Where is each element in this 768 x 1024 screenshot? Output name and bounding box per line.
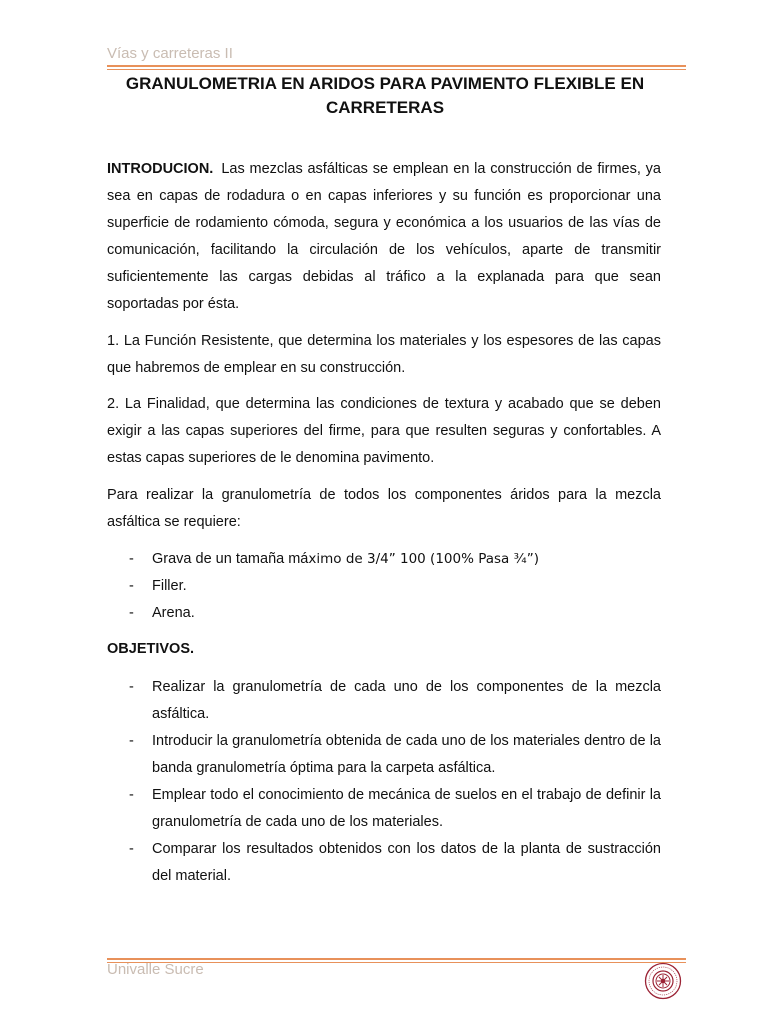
list-item xyxy=(107,546,661,573)
list-marker: - xyxy=(129,578,134,594)
list-marker: - xyxy=(129,605,134,621)
material-arena: Arena. xyxy=(152,605,195,621)
list-item xyxy=(107,674,661,728)
objective-text: Introducir la granulometría obtenida de cada uno de los materiales dentro de la banda granulometría óptima para la carpeta asfáltica. xyxy=(152,733,661,776)
document-title: GRANULOMETRIA EN ARIDOS PARA PAVIMENTO FLEXIBLE EN CARRETERAS xyxy=(125,74,645,117)
material-grava-suffix: ximo de 3/4” 100 (100% Pasa ¾”) xyxy=(308,551,539,567)
list-item xyxy=(107,782,661,836)
objectives-list xyxy=(107,674,661,890)
footer-rule xyxy=(107,958,686,960)
header-rule xyxy=(107,65,686,67)
objective-text: Emplear todo el conocimiento de mecánica de suelos en el trabajo de definir la granulometría de cada uno de los materiales. xyxy=(152,787,661,830)
list-marker: - xyxy=(129,787,134,803)
requirement-paragraph: Para realizar la granulometría de todos los componentes áridos para la mezcla asfáltica se requiere: xyxy=(107,487,661,530)
list-marker: - xyxy=(129,551,134,567)
material-filler: Filler. xyxy=(152,578,187,594)
page-footer: Univalle Sucre xyxy=(107,961,204,978)
objective-text: Comparar los resultados obtenidos con los datos de la planta de sustracción del material. xyxy=(152,841,661,884)
header-rule-thin xyxy=(107,69,686,70)
list-item xyxy=(107,728,661,782)
list-marker: - xyxy=(129,733,134,749)
objective-text: Realizar la granulometría de cada uno de los componentes de la mezcla asfáltica. xyxy=(152,679,661,722)
list-item xyxy=(107,573,661,600)
list-marker: - xyxy=(129,679,134,695)
materials-list xyxy=(107,546,661,627)
function-purpose-paragraph: 2. La Finalidad, que determina las condiciones de textura y acabado que se deben exigir a las capas superiores del firme, para que resulten seguras y confortables. A estas capas superiores de le denomina pavimento. xyxy=(107,396,661,466)
intro-text: Las mezclas asfálticas se emplean en la construcción de firmes, ya sea en capas de rodadura o en capas inferiores y su función es proporcionar una superficie de rodamiento cómoda, segura y económica a los usuarios de las vías de comunicación, facilitando la circulación de los vehículos, aparte de transmitir suficientemente las cargas debidas al tráfico a la explanada para que sean soportadas por ésta. xyxy=(107,161,661,312)
objectives-heading: OBJETIVOS. xyxy=(107,641,195,657)
list-marker: - xyxy=(129,841,134,857)
function-resistant-paragraph: 1. La Función Resistente, que determina los materiales y los espesores de las capas que habremos de emplear en su construcción. xyxy=(107,333,661,376)
intro-label: INTRODUCION. xyxy=(107,161,214,177)
university-seal-icon xyxy=(644,962,682,1000)
list-item xyxy=(107,600,661,627)
material-grava-prefix: Grava de un tamaña má xyxy=(152,551,309,567)
intro-paragraph xyxy=(107,156,661,318)
list-item xyxy=(107,836,661,890)
page-header: Vías y carreteras II xyxy=(107,45,233,62)
